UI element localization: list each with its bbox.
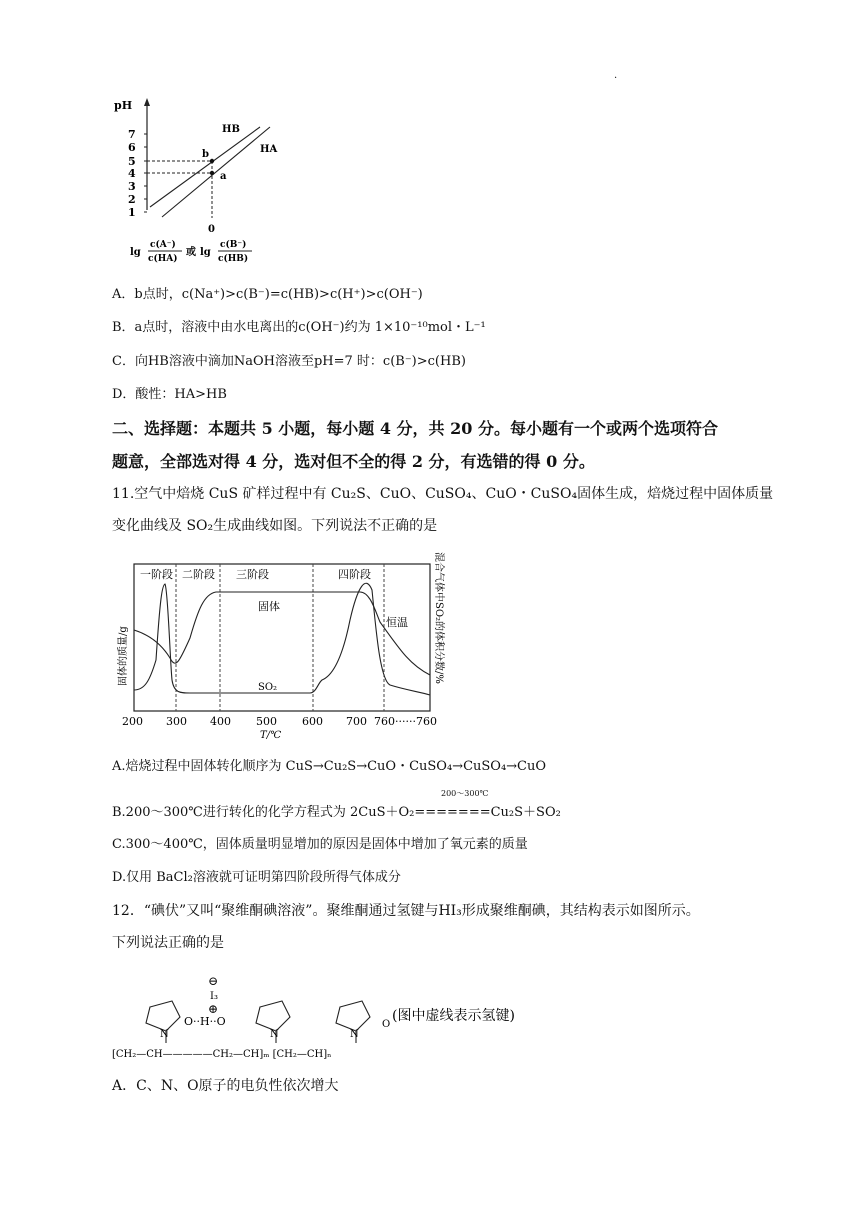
svg-text:c(HB): c(HB) [218, 254, 249, 264]
svg-text:5: 5 [128, 155, 136, 168]
svg-text:1: 1 [128, 206, 136, 219]
section2-line1: 二、选择题：本题共 5 小题，每小题 4 分，共 20 分。每小题有一个或两个选项符合 [112, 419, 718, 438]
q12-line2: 下列说法正确的是 [112, 935, 224, 951]
svg-text:或: 或 [186, 247, 196, 258]
corner-mark: . [614, 70, 618, 81]
ring-2 [256, 1001, 290, 1031]
svg-text:lg: lg [130, 247, 141, 258]
svg-text:700: 700 [346, 715, 367, 728]
q12-option-a: A．C、N、O原子的电负性依次增大 [112, 1078, 339, 1094]
svg-text:2: 2 [128, 193, 136, 206]
svg-text:c(B⁻): c(B⁻) [220, 240, 247, 250]
q12-line1: 12．“碘伏”又叫“聚维酮碘溶液”。聚维酮通过氢键与HI₃形成聚维酮碘，其结构表示如图所示。 [112, 903, 700, 919]
svg-text:4: 4 [128, 167, 136, 180]
q10-option-b: B．a点时，溶液中由水电离出的c(OH⁻)约为 1×10⁻¹⁰mol・L⁻¹ [112, 320, 486, 335]
svg-text:7: 7 [128, 128, 136, 141]
svg-text:O: O [382, 1019, 391, 1030]
q11-line2: 变化曲线及 SO₂生成曲线如图。下列说法不正确的是 [112, 518, 438, 534]
x-tick-labels [122, 715, 437, 728]
structure-note: (图中虚线表示氢键) [392, 1008, 515, 1024]
svg-text:3: 3 [128, 180, 136, 193]
svg-text:二阶段: 二阶段 [182, 568, 215, 581]
ph-axis-label: pH [114, 99, 133, 112]
solid-curve [134, 592, 430, 675]
hb-label: HB [222, 124, 240, 135]
q11-line1: 11.空气中焙烧 CuS 矿样过程中有 Cu₂S、CuO、CuSO₄、CuO・CuSO₄固体生成，焙烧过程中固体质量 [112, 486, 774, 502]
point-b [210, 159, 214, 163]
q10-option-a: A．b点时，c(Na⁺)>c(B⁻)=c(HB)>c(H⁺)>c(OH⁻) [112, 287, 423, 302]
svg-text:c(HA): c(HA) [148, 254, 178, 264]
svg-text:lg: lg [200, 247, 211, 258]
y-left-label: 固体的质量/g [118, 626, 129, 686]
q11-option-d: D.仅用 BaCl₂溶液就可证明第四阶段所得气体成分 [112, 870, 401, 885]
svg-text:四阶段: 四阶段 [338, 568, 371, 581]
i3-label: I₃ [210, 991, 218, 1002]
svg-text:600: 600 [302, 715, 323, 728]
ph-x-label [130, 239, 252, 264]
point-b-label: b [202, 149, 209, 160]
ring-1 [146, 1001, 180, 1031]
svg-text:一阶段: 一阶段 [140, 568, 173, 581]
q10-option-c: C．向HB溶液中滴加NaOH溶液至pH=7 时：c(B⁻)>c(HB) [112, 354, 466, 369]
svg-text:N: N [350, 1029, 359, 1040]
svg-text:200: 200 [122, 715, 143, 728]
ha-line [162, 127, 270, 217]
point-a [210, 171, 214, 175]
ring-3 [336, 1001, 370, 1031]
svg-text:三阶段: 三阶段 [236, 568, 269, 581]
svg-text:c(A⁻): c(A⁻) [150, 240, 176, 250]
ph-tick-labels [128, 128, 136, 219]
x-axis-label: T/℃ [260, 730, 282, 740]
plus-sign: ⊕ [208, 1002, 219, 1016]
section2-line2: 题意，全部选对得 4 分，选对但不全的得 2 分，有选错的得 0 分。 [112, 452, 595, 471]
ha-label: HA [260, 144, 278, 155]
minus-sign: ⊖ [208, 974, 219, 988]
svg-text:N: N [270, 1029, 279, 1040]
hbond-text: O··H··O [184, 1015, 226, 1028]
svg-text:6: 6 [128, 141, 136, 154]
ph-chart [110, 95, 310, 270]
q11-option-b-condition: 200～300℃ [441, 789, 489, 798]
q11-option-a: A.焙烧过程中固体转化顺序为 CuS→Cu₂S→CuO・CuSO₄→CuSO₄→CuO [112, 759, 547, 774]
svg-text:400: 400 [210, 715, 231, 728]
roast-chart [110, 550, 450, 740]
svg-text:300: 300 [166, 715, 187, 728]
q11-option-b: B.200～300℃进行转化的化学方程式为 2CuS＋O₂=======Cu₂S＋SO₂ [112, 805, 561, 820]
point-a-label: a [220, 171, 227, 182]
q11-option-c: C.300～400℃，固体质量明显增加的原因是固体中增加了氧元素的质量 [112, 837, 528, 852]
hb-line [150, 127, 260, 207]
so2-label: SO₂ [258, 682, 278, 693]
hold-label: 恒温 [386, 616, 408, 629]
solid-label: 固体 [258, 600, 280, 613]
svg-text:500: 500 [256, 715, 277, 728]
stage-labels [140, 568, 371, 581]
povidone-structure [110, 965, 540, 1065]
y-right-label: 混合气体中SO₂的体积分数/% [433, 552, 444, 684]
x-origin-label: 0 [208, 224, 215, 235]
svg-text:760······760: 760······760 [374, 715, 437, 728]
svg-text:N: N [160, 1029, 169, 1040]
q10-option-d: D．酸性：HA>HB [112, 387, 227, 402]
so2-curve [134, 583, 430, 695]
polymer-chain: [CH₂—CH—————CH₂—CH]ₘ [CH₂—CH]ₙ [112, 1049, 332, 1060]
